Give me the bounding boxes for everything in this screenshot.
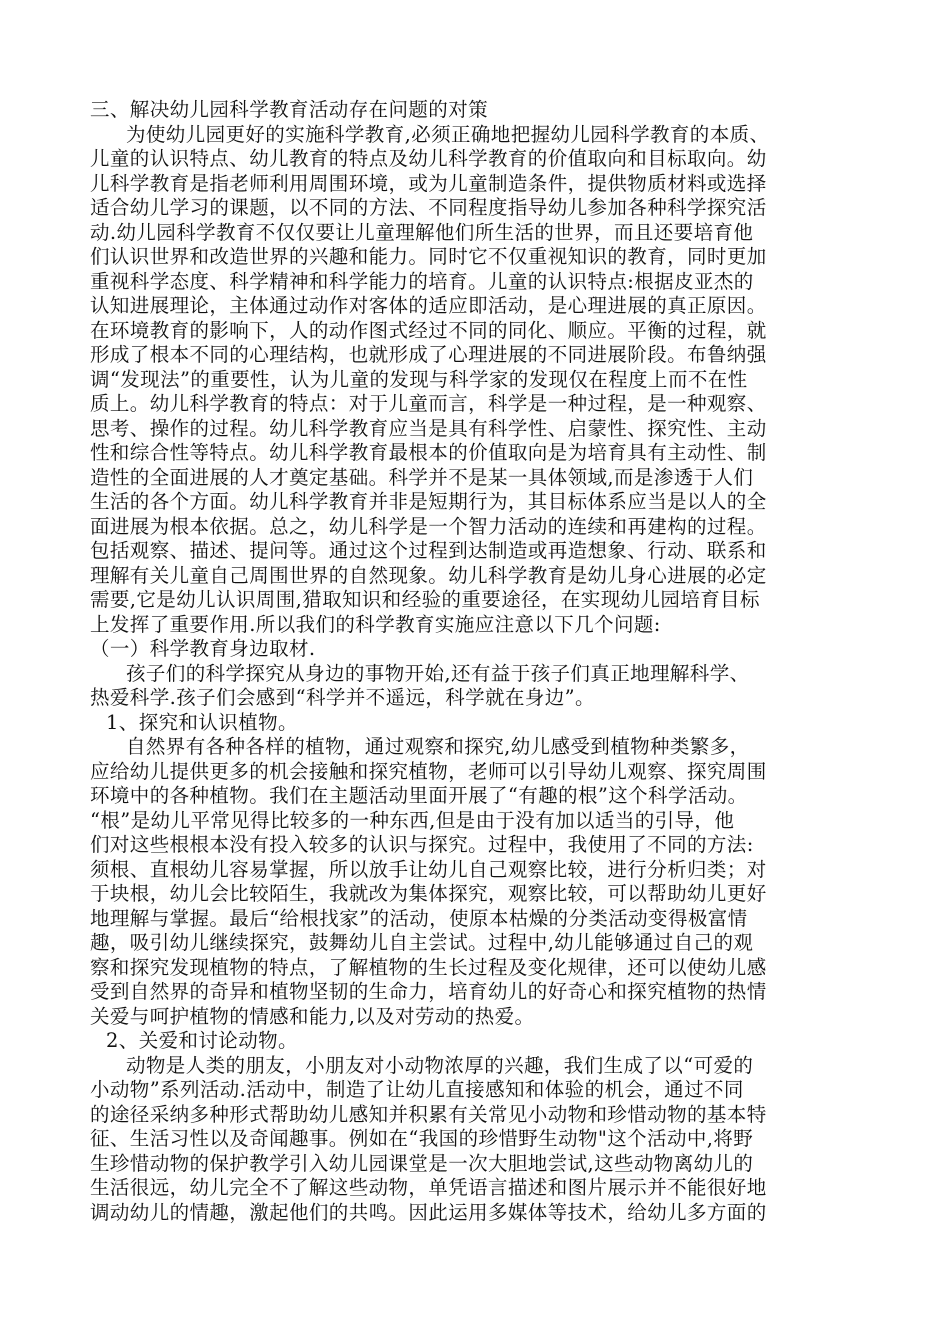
text-line: 重视科学态度、科学精神和科学能力的培育。儿童的认识特点:根据皮亚杰的 [90,269,754,293]
text-line: 思考、操作的过程。幼儿科学教育应当是具有科学性、启蒙性、探究性、主动 [90,416,767,440]
text-line: 应给幼儿提供更多的机会接触和探究植物，老师可以引导幼儿观察、探究周围 [90,759,767,783]
text-line: 儿科学教育是指老师利用周围环境，或为儿童制造条件，提供物质材料或选择 [90,171,767,195]
text-line: 为使幼儿园更好的实施科学教育,必须正确地把握幼儿园科学教育的本质、 [126,122,770,146]
text-line: 的途径采纳多种形式帮助幼儿感知并积累有关常见小动物和珍惜动物的基本特 [90,1102,767,1126]
text-line: 自然界有各种各样的植物，通过观察和探究,幼儿感受到植物种类繁多， [126,735,750,758]
text-line: 生活很远，幼儿完全不了解这些动物，单凭语言描述和图片展示并不能很好地 [90,1176,767,1199]
text-line: 形成了根本不同的心理结构，也就形成了心理进展的不同进展阶段。布鲁纳强 [90,343,767,366]
text-line: 在环境教育的影响下，人的动作图式经过不同的同化、顺应。平衡的过程，就 [90,318,767,342]
text-line: 造性的全面进展的人才奠定基础。科学并不是某一具体领域,而是渗透于人们 [90,465,754,489]
text-line: 于块根，幼儿会比较陌生，我就改为集体探究，观察比较，可以帮助幼儿更好 [90,882,767,905]
text-line: 调动幼儿的情趣，激起他们的共鸣。因此运用多媒体等技术，给幼儿多方面的 [90,1200,767,1224]
text-line: “根”是幼儿平常见得比较多的一种东西,但是由于没有加以适当的引导，他 [90,808,735,832]
text-line: 调“发现法”的重要性，认为儿童的发现与科学家的发现仅在程度上而不在性 [90,367,748,391]
text-line: 适合幼儿学习的课题，以不同的方法、不同程度指导幼儿参加各种科学探究活 [90,196,767,219]
text-line: 理解有关儿童自己周围世界的自然现象。幼儿科学教育是幼儿身心进展的必定 [90,563,767,587]
text-line: 面进展为根本依据。总之，幼儿科学是一个智力活动的连续和再建构的过程。 [90,514,767,538]
text-line: 趣，吸引幼儿继续探究，鼓舞幼儿自主尝试。过程中,幼儿能够通过自己的观 [90,931,754,954]
text-line: 孩子们的科学探究从身边的事物开始,还有益于孩子们真正地理解科学、 [126,661,750,685]
text-line: 质上。幼儿科学教育的特点：对于儿童而言，科学是一种过程，是一种观察、 [90,392,767,415]
text-line: 包括观察、描述、提问等。通过这个过程到达制造或再造想象、行动、联系和 [90,539,767,562]
text-line: 们认识世界和改造世界的兴趣和能力。同时它不仅重视知识的教育，同时更加 [90,245,767,268]
text-line: 生珍惜动物的保护教学引入幼儿园课堂是一次大胆地尝试,这些动物离幼儿的 [90,1151,754,1175]
text-line: 上发挥了重要作用.所以我们的科学教育实施应注意以下几个问题: [90,612,661,636]
text-line: 认知进展理论，主体通过动作对客体的适应即活动，是心理进展的真正原因。 [90,294,767,317]
text-line: 热爱科学.孩子们会感到“科学并不遥远，科学就在身边”。 [90,686,595,709]
text-line: 地理解与掌握。最后“给根找家”的活动，使原本枯燥的分类活动变得极富情 [90,906,748,930]
document-body [90,98,858,1225]
section-heading: 三、解决幼儿园科学教育活动存在问题的对策 [90,98,489,121]
text-line: 需要,它是幼儿认识周围,猎取知识和经验的重要途径，在实现幼儿园培育目标 [90,588,760,611]
text-line: 征、生活习性以及奇闻趣事。例如在“我国的珍惜野生动物"这个活动中,将野 [90,1127,754,1150]
text-line: 察和探究发现植物的特点，了解植物的生长过程及变化规律，还可以使幼儿感 [90,955,767,979]
text-line: 受到自然界的奇异和植物坚韧的生命力，培育幼儿的好奇心和探究植物的热情 [90,980,767,1003]
subsection-heading: 2、关爱和讨论动物。 [106,1029,298,1052]
text-line: 性和综合性等特点。幼儿科学教育最根本的价值取向是为培育具有主动性、制 [90,441,767,464]
text-line: 关爱与呵护植物的情感和能力,以及对劳动的热爱。 [90,1004,535,1028]
text-line: 生活的各个方面。幼儿科学教育并非是短期行为，其目标体系应当是以人的全 [90,490,767,513]
text-line: 须根、直根幼儿容易掌握，所以放手让幼儿自己观察比较，进行分析归类；对 [90,857,767,881]
text-line: 动物是人类的朋友，小朋友对小动物浓厚的兴趣，我们生成了以“可爱的 [126,1053,754,1077]
text-line: 环境中的各种植物。我们在主题活动里面开展了“有趣的根”这个科学活动。 [90,784,748,807]
text-line: 动.幼儿园科学教育不仅仅要让儿童理解他们所生活的世界，而且还要培育他 [90,220,754,244]
subsection-heading: （一）科学教育身边取材. [90,637,316,660]
text-line: 儿童的认识特点、幼儿教育的特点及幼儿科学教育的价值取向和目标取向。幼 [90,147,767,170]
text-line: 们对这些根根本没有投入较多的认识与探究。过程中，我使用了不同的方法: [90,833,754,856]
subsection-heading: 1、探究和认识植物。 [106,710,298,734]
text-line: 小动物”系列活动.活动中，制造了让幼儿直接感知和体验的机会，通过不同 [90,1078,744,1101]
